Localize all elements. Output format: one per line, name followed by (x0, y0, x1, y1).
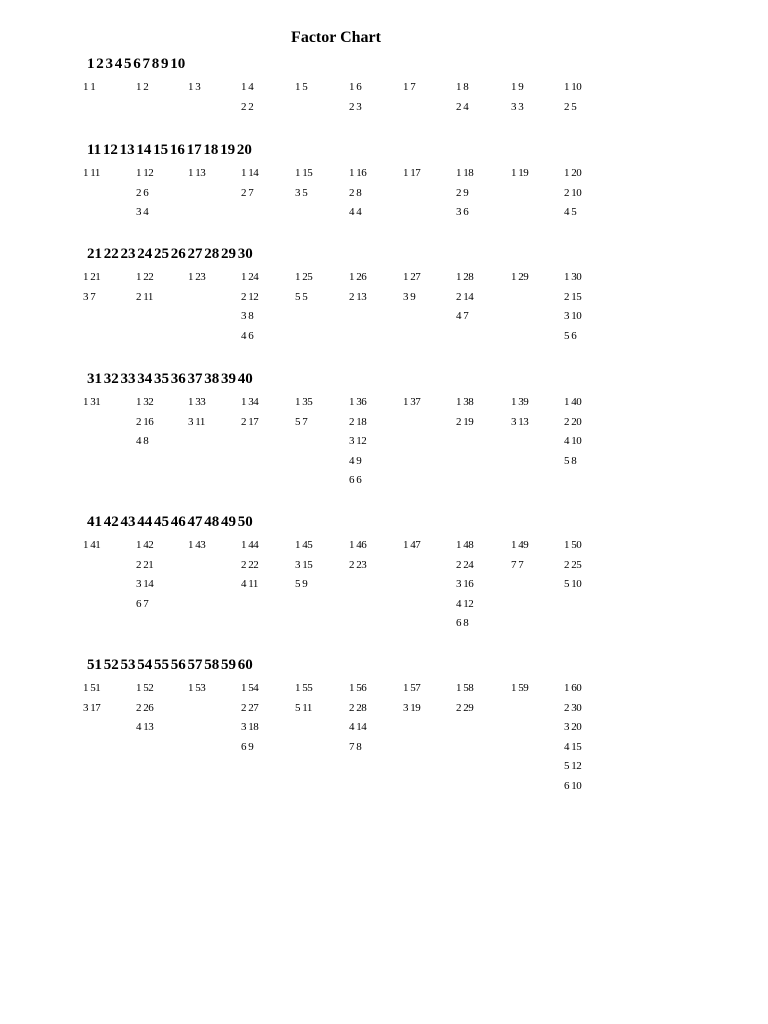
factor-pair: 2 15 (564, 290, 582, 303)
factor-pair: 1 32 (136, 396, 154, 408)
factor-pair: 1 11 (83, 167, 100, 179)
factor-pair: 1 45 (295, 539, 313, 551)
factor-pair: 5 6 (564, 329, 577, 342)
factor-pair: 1 28 (456, 271, 474, 283)
factor-pair: 3 4 (136, 206, 149, 218)
factor-pair: 4 11 (241, 578, 258, 590)
factor-pair: 3 13 (511, 415, 529, 428)
factor-pair: 1 36 (349, 396, 367, 408)
factor-pair: 2 4 (456, 100, 469, 113)
factor-pair: 2 27 (241, 701, 259, 714)
factor-pair: 3 18 (241, 721, 259, 733)
factor-pair: 1 50 (564, 539, 582, 551)
factor-pair: 5 11 (295, 701, 312, 714)
factor-pair: 2 8 (349, 186, 362, 199)
factor-pair: 3 5 (295, 186, 308, 199)
factor-pair: 2 24 (456, 558, 474, 571)
factor-pair: 1 16 (349, 167, 367, 179)
factor-pair: 1 13 (188, 167, 206, 179)
factor-pair: 2 21 (136, 558, 154, 571)
factor-pair: 2 20 (564, 415, 582, 428)
section-heading: 41 42 43 44 45 46 47 48 49 50 (87, 514, 253, 530)
factor-pair: 5 10 (564, 578, 582, 590)
factor-pair: 2 17 (241, 415, 259, 428)
factor-pair: 1 40 (564, 396, 582, 408)
factor-pair: 1 56 (349, 682, 367, 694)
factor-pair: 2 12 (241, 290, 259, 303)
factor-pair: 1 49 (511, 539, 529, 551)
factor-pair: 1 39 (511, 396, 529, 408)
factor-pair: 1 3 (188, 81, 201, 93)
factor-pair: 1 9 (511, 81, 524, 93)
factor-pair: 3 3 (511, 100, 524, 113)
factor-pair: 2 11 (136, 290, 153, 303)
factor-pair: 1 22 (136, 271, 154, 283)
section-heading: 1 2 3 4 5 6 7 8 9 10 (87, 56, 186, 72)
factor-pair: 3 6 (456, 206, 469, 218)
factor-pair: 1 4 (241, 81, 254, 93)
factor-pair: 1 31 (83, 396, 101, 408)
factor-pair: 1 58 (456, 682, 474, 694)
factor-pair: 2 14 (456, 290, 474, 303)
factor-pair: 1 38 (456, 396, 474, 408)
factor-pair: 1 15 (295, 167, 313, 179)
factor-pair: 4 14 (349, 721, 367, 733)
factor-pair: 1 54 (241, 682, 259, 694)
factor-pair: 1 17 (403, 167, 421, 179)
section-heading: 31 32 33 34 35 36 37 38 39 40 (87, 371, 253, 387)
factor-pair: 3 20 (564, 721, 582, 733)
factor-pair: 2 16 (136, 415, 154, 428)
factor-pair: 3 12 (349, 435, 367, 447)
factor-pair: 6 10 (564, 779, 582, 792)
page-title: Factor Chart (291, 29, 381, 46)
factor-pair: 2 13 (349, 290, 367, 303)
factor-pair: 3 7 (83, 290, 96, 303)
factor-pair: 1 35 (295, 396, 313, 408)
factor-pair: 2 29 (456, 701, 474, 714)
section-heading: 51 52 53 54 55 56 57 58 59 60 (87, 657, 253, 673)
factor-pair: 1 7 (403, 81, 416, 93)
factor-pair: 5 9 (295, 578, 308, 590)
factor-pair: 4 5 (564, 206, 577, 218)
factor-pair: 2 7 (241, 186, 254, 199)
factor-pair: 6 8 (456, 617, 469, 629)
factor-pair: 4 9 (349, 454, 362, 467)
factor-pair: 1 25 (295, 271, 313, 283)
factor-pair: 1 48 (456, 539, 474, 551)
factor-pair: 1 26 (349, 271, 367, 283)
factor-pair: 2 9 (456, 186, 469, 199)
factor-pair: 4 7 (456, 310, 469, 322)
factor-pair: 1 19 (511, 167, 529, 179)
factor-pair: 1 60 (564, 682, 582, 694)
factor-pair: 1 12 (136, 167, 154, 179)
factor-pair: 1 41 (83, 539, 101, 551)
factor-pair: 1 29 (511, 271, 529, 283)
factor-pair: 1 21 (83, 271, 101, 283)
factor-pair: 1 1 (83, 81, 96, 93)
factor-pair: 1 46 (349, 539, 367, 551)
factor-pair: 1 18 (456, 167, 474, 179)
factor-pair: 3 19 (403, 701, 421, 714)
factor-pair: 7 7 (511, 558, 524, 571)
factor-pair: 1 59 (511, 682, 529, 694)
factor-pair: 1 53 (188, 682, 206, 694)
factor-pair: 2 25 (564, 558, 582, 571)
factor-pair: 1 30 (564, 271, 582, 283)
section-heading: 21 22 23 24 25 26 27 28 29 30 (87, 246, 253, 262)
factor-pair: 2 23 (349, 558, 367, 571)
factor-pair: 2 28 (349, 701, 367, 714)
factor-pair: 3 16 (456, 578, 474, 590)
factor-pair: 4 15 (564, 740, 582, 753)
factor-pair: 1 14 (241, 167, 259, 179)
factor-pair: 1 55 (295, 682, 313, 694)
factor-pair: 6 7 (136, 597, 149, 610)
factor-pair: 3 14 (136, 578, 154, 590)
factor-pair: 1 57 (403, 682, 421, 694)
factor-pair: 1 24 (241, 271, 259, 283)
section-heading: 11 12 13 14 15 16 17 18 19 20 (87, 142, 252, 158)
factor-pair: 3 15 (295, 558, 313, 571)
factor-pair: 3 9 (403, 290, 416, 303)
factor-pair: 3 10 (564, 310, 582, 322)
factor-pair: 2 22 (241, 558, 259, 571)
factor-pair: 2 3 (349, 100, 362, 113)
factor-pair: 1 34 (241, 396, 259, 408)
factor-pair: 5 5 (295, 290, 308, 303)
factor-pair: 2 6 (136, 186, 149, 199)
factor-pair: 1 47 (403, 539, 421, 551)
factor-pair: 7 8 (349, 740, 362, 753)
factor-pair: 2 2 (241, 100, 254, 113)
factor-pair: 2 5 (564, 100, 577, 113)
factor-pair: 1 33 (188, 396, 206, 408)
factor-pair: 2 18 (349, 415, 367, 428)
factor-pair: 3 17 (83, 701, 101, 714)
factor-pair: 1 5 (295, 81, 308, 93)
factor-pair: 4 12 (456, 597, 474, 610)
factor-pair: 1 44 (241, 539, 259, 551)
factor-pair: 5 12 (564, 760, 582, 772)
factor-pair: 1 42 (136, 539, 154, 551)
factor-pair: 2 19 (456, 415, 474, 428)
factor-pair: 1 8 (456, 81, 469, 93)
factor-pair: 2 30 (564, 701, 582, 714)
factor-pair: 4 13 (136, 721, 154, 733)
factor-pair: 5 8 (564, 454, 577, 467)
factor-pair: 1 37 (403, 396, 421, 408)
factor-pair: 1 51 (83, 682, 101, 694)
factor-pair: 4 6 (241, 329, 254, 342)
factor-pair: 1 6 (349, 81, 362, 93)
factor-pair: 1 2 (136, 81, 149, 93)
factor-pair: 6 6 (349, 474, 362, 486)
factor-pair: 1 10 (564, 81, 582, 93)
factor-pair: 4 8 (136, 435, 149, 447)
factor-pair: 1 20 (564, 167, 582, 179)
factor-pair: 2 10 (564, 186, 582, 199)
factor-pair: 1 52 (136, 682, 154, 694)
factor-pair: 1 43 (188, 539, 206, 551)
factor-pair: 1 27 (403, 271, 421, 283)
factor-pair: 6 9 (241, 740, 254, 753)
factor-pair: 2 26 (136, 701, 154, 714)
factor-pair: 5 7 (295, 415, 308, 428)
factor-pair: 3 8 (241, 310, 254, 322)
factor-pair: 3 11 (188, 415, 205, 428)
factor-pair: 4 10 (564, 435, 582, 447)
factor-pair: 1 23 (188, 271, 206, 283)
factor-pair: 4 4 (349, 206, 362, 218)
